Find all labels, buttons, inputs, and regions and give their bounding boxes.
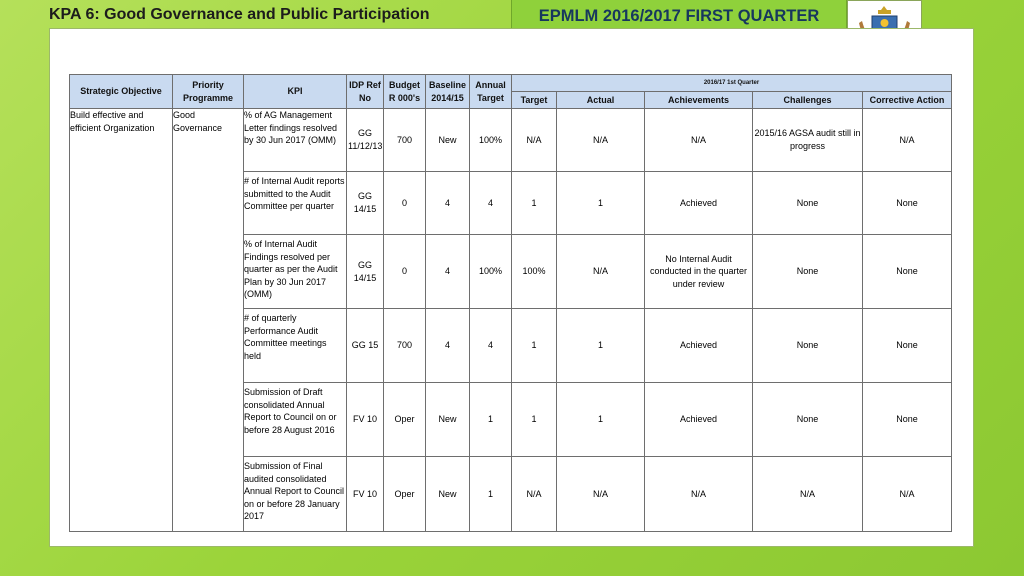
header-strategic-objective: Strategic Objective (70, 75, 173, 109)
annual-target-cell: 1 (470, 383, 512, 457)
header-achievements: Achievements (645, 92, 753, 109)
budget-cell: 0 (384, 172, 426, 235)
achievements-cell: No Internal Audit conducted in the quarter under review (645, 235, 753, 309)
annual-target-cell: 100% (470, 235, 512, 309)
achievements-cell: Achieved (645, 309, 753, 383)
corrective-action-cell: None (863, 383, 952, 457)
header-corrective-action: Corrective Action (863, 92, 952, 109)
challenges-cell: 2015/16 AGSA audit still in progress (753, 109, 863, 172)
budget-cell: Oper (384, 457, 426, 532)
challenges-cell: None (753, 383, 863, 457)
kpi-cell: Submission of Final audited consolidated Annual Report to Council on or before 28 January 2017 (244, 457, 347, 532)
actual-cell: N/A (557, 109, 645, 172)
annual-target-cell: 1 (470, 457, 512, 532)
target-cell: N/A (512, 109, 557, 172)
achievements-cell: Achieved (645, 383, 753, 457)
table-row (70, 109, 952, 172)
header-kpi: KPI (244, 75, 347, 109)
baseline-cell: New (426, 109, 470, 172)
idp-ref-cell: GG 14/15 (347, 172, 384, 235)
challenges-cell: N/A (753, 457, 863, 532)
kpi-cell: % of AG Management Letter findings resolved by 30 Jun 2017 (OMM) (244, 109, 347, 172)
header-target: Target (512, 92, 557, 109)
actual-cell: 1 (557, 383, 645, 457)
baseline-cell: 4 (426, 172, 470, 235)
header-challenges: Challenges (753, 92, 863, 109)
performance-table (69, 74, 952, 532)
kpi-cell: % of Internal Audit Findings resolved per quarter as per the Audit Plan by 30 Jun 2017 (OMM) (244, 235, 347, 309)
actual-cell: N/A (557, 457, 645, 532)
budget-cell: 700 (384, 109, 426, 172)
annual-target-cell: 4 (470, 172, 512, 235)
idp-ref-cell: GG 14/15 (347, 235, 384, 309)
challenges-cell: None (753, 235, 863, 309)
actual-cell: N/A (557, 235, 645, 309)
kpi-cell: # of Internal Audit reports submitted to the Audit Committee per quarter (244, 172, 347, 235)
baseline-cell: New (426, 457, 470, 532)
idp-ref-cell: GG 15 (347, 309, 384, 383)
achievements-cell: Achieved (645, 172, 753, 235)
target-cell: 100% (512, 235, 557, 309)
corrective-action-cell: N/A (863, 457, 952, 532)
budget-cell: 0 (384, 235, 426, 309)
corrective-action-cell: N/A (863, 109, 952, 172)
challenges-cell: None (753, 172, 863, 235)
header-baseline: Baseline 2014/15 (426, 75, 470, 109)
achievements-cell: N/A (645, 109, 753, 172)
corrective-action-cell: None (863, 309, 952, 383)
annual-target-cell: 4 (470, 309, 512, 383)
corrective-action-cell: None (863, 235, 952, 309)
target-cell: N/A (512, 457, 557, 532)
kpa-title: KPA 6: Good Governance and Public Participation (49, 6, 430, 23)
header-annual-target: Annual Target (470, 75, 512, 109)
idp-ref-cell: GG 11/12/13 (347, 109, 384, 172)
kpi-cell: # of quarterly Performance Audit Committee meetings held (244, 309, 347, 383)
corrective-action-cell: None (863, 172, 952, 235)
idp-ref-cell: FV 10 (347, 457, 384, 532)
budget-cell: 700 (384, 309, 426, 383)
actual-cell: 1 (557, 309, 645, 383)
header-priority-programme: Priority Programme (173, 75, 244, 109)
challenges-cell: None (753, 309, 863, 383)
strategic-objective-cell: Build effective and efficient Organization (70, 109, 173, 532)
annual-target-cell: 100% (470, 109, 512, 172)
priority-programme-cell: Good Governance (173, 109, 244, 532)
baseline-cell: 4 (426, 309, 470, 383)
baseline-cell: 4 (426, 235, 470, 309)
target-cell: 1 (512, 172, 557, 235)
slide-title-line-1: EPMLM 2016/2017 FIRST QUARTER (538, 7, 820, 25)
target-cell: 1 (512, 383, 557, 457)
actual-cell: 1 (557, 172, 645, 235)
baseline-cell: New (426, 383, 470, 457)
budget-cell: Oper (384, 383, 426, 457)
idp-ref-cell: FV 10 (347, 383, 384, 457)
kpi-cell: Submission of Draft consolidated Annual Report to Council on or before 28 August 2016 (244, 383, 347, 457)
header-actual: Actual (557, 92, 645, 109)
header-quarter: 2016/17 1st Quarter (512, 75, 952, 92)
target-cell: 1 (512, 309, 557, 383)
header-idp-ref: IDP Ref No (347, 75, 384, 109)
header-budget: Budget R 000's (384, 75, 426, 109)
achievements-cell: N/A (645, 457, 753, 532)
